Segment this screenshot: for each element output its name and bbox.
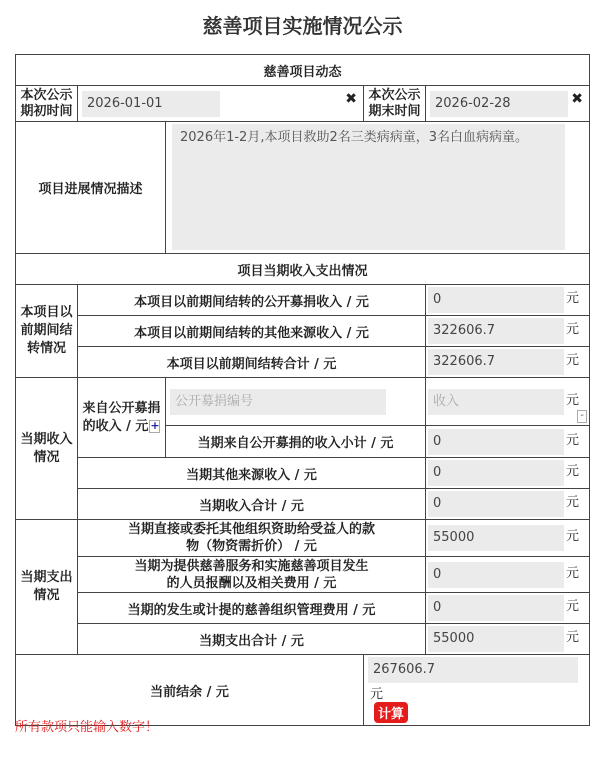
public-code-input[interactable]: 公开募捐编号: [170, 389, 386, 415]
income-group-label: 当期收入情况: [16, 378, 78, 520]
other-income-label: 当期其他来源收入 / 元: [78, 458, 426, 489]
unit-label: 元: [566, 529, 580, 544]
carryover-public-input[interactable]: 0: [428, 287, 564, 313]
other-income-input[interactable]: 0: [428, 460, 564, 486]
balance-label: 当前结余 / 元: [16, 655, 364, 726]
unit-label: 元: [566, 599, 580, 614]
expense-total-label: 当期支出合计 / 元: [78, 624, 426, 655]
carryover-total-input[interactable]: 322606.7: [428, 349, 564, 375]
unit-label: 元: [566, 432, 580, 448]
unit-label: 元: [566, 630, 580, 645]
calculate-button[interactable]: 计算: [374, 702, 408, 723]
carryover-group-label: 本项目以前期间结转情况: [16, 285, 78, 378]
expense-total-input[interactable]: 55000: [428, 626, 564, 652]
clear-start-icon[interactable]: ✖: [345, 90, 357, 107]
remove-row-icon[interactable]: -: [577, 410, 587, 423]
clear-end-icon[interactable]: ✖: [571, 90, 584, 107]
progress-label: 项目进展情况描述: [16, 122, 166, 254]
expense-service-input[interactable]: 0: [428, 562, 564, 588]
expense-direct-label: 当期直接或委托其他组织资助给受益人的款物（物资需折价） / 元: [78, 520, 426, 557]
project-table: [15, 54, 590, 726]
unit-label: 元: [370, 687, 384, 702]
expense-admin-input[interactable]: 0: [428, 595, 564, 621]
public-income-label: 来自公开募捐的收入 / 元: [82, 400, 161, 434]
unit-label: 元: [566, 322, 580, 337]
page-title: 慈善项目实施情况公示: [202, 14, 403, 38]
period-start-input[interactable]: 2026-01-01: [82, 91, 220, 117]
period-end-label: 本次公示期末时间: [364, 86, 426, 122]
period-start-label: 本次公示期初时间: [16, 86, 78, 122]
expense-admin-label: 当期的发生或计提的慈善组织管理费用 / 元: [78, 593, 426, 624]
unit-label: 元: [566, 495, 580, 510]
expense-service-label: 当期为提供慈善服务和实施慈善项目发生的人员报酬以及相关费用 / 元: [78, 557, 426, 593]
carryover-total-label: 本项目以前期间结转合计 / 元: [78, 347, 426, 378]
public-amount-input[interactable]: 收入: [428, 389, 564, 415]
input-note: 所有款项只能输入数字！: [15, 720, 159, 735]
expense-group-label: 当期支出情况: [16, 520, 78, 655]
section-header-income-expense: 项目当期收入支出情况: [16, 254, 590, 285]
unit-label: 元: [566, 291, 580, 306]
carryover-public-label: 本项目以前期间结转的公开募捐收入 / 元: [78, 285, 426, 316]
unit-label: 元: [566, 353, 580, 368]
income-total-input[interactable]: 0: [428, 491, 564, 517]
income-total-label: 当期收入合计 / 元: [78, 489, 426, 520]
unit-label: 元: [566, 565, 580, 581]
carryover-other-input[interactable]: 322606.7: [428, 318, 564, 344]
unit-label: 元: [566, 392, 580, 408]
expense-direct-input[interactable]: 55000: [428, 525, 564, 551]
unit-label: 元: [566, 464, 580, 479]
balance-input[interactable]: 267606.7: [368, 657, 578, 683]
progress-textarea[interactable]: 2026年1-2月,本项目救助2名三类病病童，3名白血病病童。: [172, 124, 565, 250]
carryover-other-label: 本项目以前期间结转的其他来源收入 / 元: [78, 316, 426, 347]
add-row-icon[interactable]: +: [150, 418, 160, 432]
public-subtotal-label: 当期来自公开募捐的收入小计 / 元: [166, 426, 426, 458]
section-header-dynamics: 慈善项目动态: [16, 55, 590, 86]
period-end-input[interactable]: 2026-02-28: [430, 91, 568, 117]
public-subtotal-input[interactable]: 0: [428, 429, 564, 455]
